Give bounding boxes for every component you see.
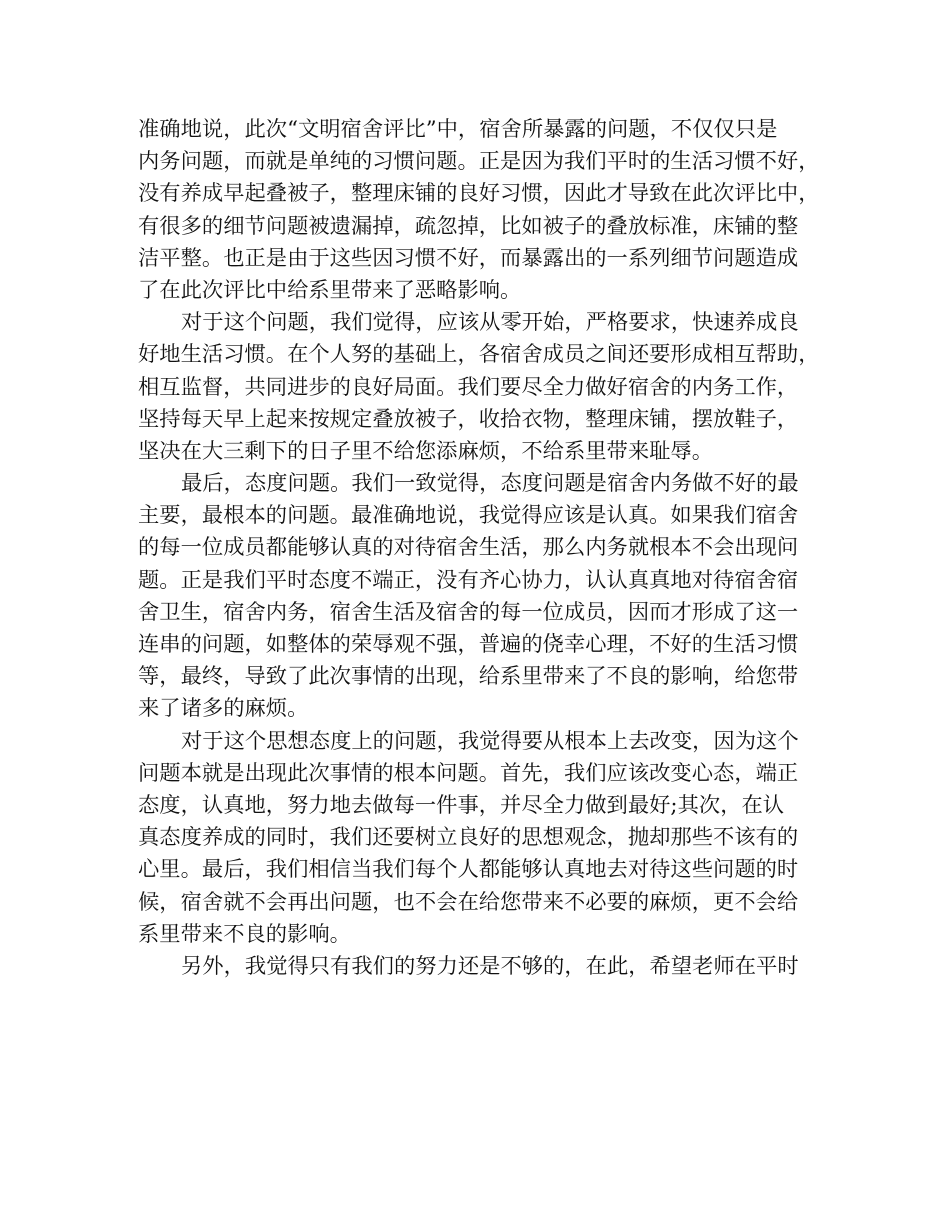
text-line: 最后，态度问题。我们一致觉得，态度问题是宿舍内务做不好的最 [181,471,799,497]
text-line: 主要，最根本的问题。最准确地说，我觉得应该是认真。如果我们宿舍 [138,503,799,529]
paragraph-2 [138,307,818,468]
text-line: 连串的问题，如整体的荣辱观不强，普遍的侥幸心理，不好的生活习惯 [138,632,799,657]
text-line: 的每一位成员都能够认真的对待宿舍生活，那么内务就根本不会出现问 [138,535,799,561]
text-line: 题。正是我们平时态度不端正，没有齐心协力，认认真真地对待宿舍宿 [138,567,799,593]
text-line: 问题本就是出现此次事情的根本问题。首先，我们应该改变心态，端正 [138,760,799,786]
text-line: 了在此次评比中给系里带来了恶略影响。 [138,277,522,303]
text-line: 坚持每天早上起来按规定叠放被子，收拾衣物，整理床铺，摆放鞋子， [138,406,799,432]
text-line: 坚决在大三剩下的日子里不给您添麻烦，不给系里带来耻辱。 [138,438,714,464]
text-line: 内务问题，而就是单纯的习惯问题。正是因为我们平时的生活习惯不好， [138,149,820,175]
text-line: 真态度养成的同时，我们还要树立良好的思想观念，抛却那些不该有的 [138,825,799,851]
text-line: 态度，认真地，努力地去做每一件事，并尽全力做到最好;其次，在认 [138,792,785,818]
document-body [138,114,818,983]
text-line: 等，最终，导致了此次事情的出现，给系里带来了不良的影响，给您带 [138,664,799,690]
text-line: 相互监督，共同进步的良好局面。我们要尽全力做好宿舍的内务工作， [138,374,799,400]
text-line: 洁平整。也正是由于这些因习惯不好，而暴露出的一系列细节问题造成 [138,245,799,271]
text-line: 另外，我觉得只有我们的努力还是不够的，在此，希望老师在平时 [181,953,799,979]
paragraph-5 [138,951,818,983]
text-line: 来了诸多的麻烦。 [138,696,309,722]
text-line: 好地生活习惯。在个人努的基础上，各宿舍成员之间还要形成相互帮助， [138,342,820,368]
text-line: 有很多的细节问题被遗漏掉，疏忽掉，比如被子的叠放标准，床铺的整 [138,213,799,239]
text-line: 舍卫生，宿舍内务，宿舍生活及宿舍的每一位成员，因而才形成了这一 [138,599,799,625]
paragraph-4 [138,726,818,951]
text-line: 对于这个思想态度上的问题，我觉得要从根本上去改变，因为这个 [181,728,799,754]
text-line: 准确地说，此次“文明宿舍评比”中，宿舍所暴露的问题，不仅仅只是 [138,117,778,142]
text-line: 候，宿舍就不会再出问题，也不会在给您带来不必要的麻烦，更不会给 [138,889,799,915]
text-line: 心里。最后，我们相信当我们每个人都能够认真地去对待这些问题的时 [138,857,799,883]
text-line: 系里带来不良的影响。 [138,921,351,947]
text-line: 对于这个问题，我们觉得，应该从零开始，严格要求，快速养成良 [181,310,799,336]
text-line: 没有养成早起叠被子，整理床铺的良好习惯，因此才导致在此次评比中， [138,181,820,207]
paragraph-3 [138,468,818,726]
paragraph-1 [138,114,818,307]
